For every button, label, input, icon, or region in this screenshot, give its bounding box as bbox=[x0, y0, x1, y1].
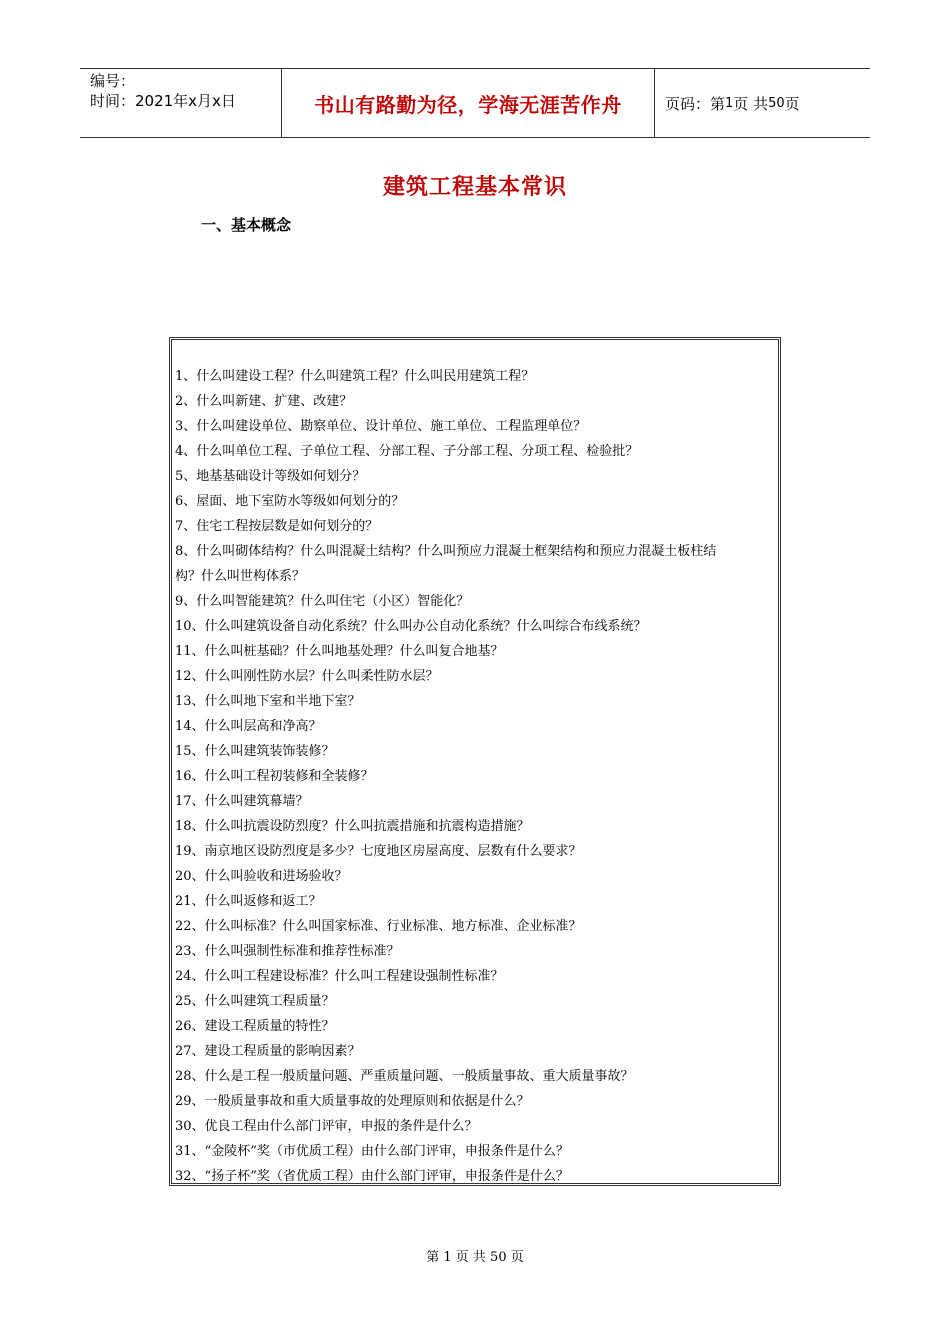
question-item: 28、什么是工程一般质量问题、严重质量问题、一般质量事故、重大质量事故？ bbox=[175, 1069, 634, 1084]
page-end: 页 bbox=[784, 94, 800, 113]
page-indicator bbox=[655, 69, 870, 137]
question-box bbox=[169, 337, 781, 1186]
question-item: 30、优良工程由什么部门评审，申报的条件是什么？ bbox=[175, 1119, 478, 1134]
question-item: 10、什么叫建筑设备自动化系统？什么叫办公自动化系统？什么叫综合布线系统？ bbox=[175, 619, 647, 634]
question-item: 15、什么叫建筑装饰装修？ bbox=[175, 744, 335, 759]
question-item: 32、“扬子杯”奖（省优质工程）由什么部门评审，申报条件是什么？ bbox=[175, 1169, 569, 1184]
page-number: 1 bbox=[725, 95, 734, 111]
page-footer: 第 1 页 共 50 页 bbox=[426, 1250, 524, 1265]
question-item: 23、什么叫强制性标准和推荐性标准？ bbox=[175, 944, 400, 959]
question-item: 20、什么叫验收和进场验收？ bbox=[175, 869, 348, 884]
question-item: 6、屋面、地下室防水等级如何划分的？ bbox=[175, 494, 405, 509]
question-item: 构？什么叫世构体系？ bbox=[175, 569, 306, 584]
question-item: 25、什么叫建筑工程质量？ bbox=[175, 994, 335, 1009]
page-mid: 页 共 bbox=[733, 94, 769, 113]
header-info-cell bbox=[80, 69, 282, 137]
question-item: 8、什么叫砌体结构？什么叫混凝土结构？什么叫预应力混凝土框架结构和预应力混凝土板柱结 bbox=[175, 544, 717, 559]
question-item: 13、什么叫地下室和半地下室？ bbox=[175, 694, 361, 709]
question-item: 7、住宅工程按层数是如何划分的？ bbox=[175, 519, 379, 534]
question-item: 31、“金陵杯”奖（市优质工程）由什么部门评审，申报条件是什么？ bbox=[175, 1144, 569, 1159]
question-list bbox=[175, 364, 775, 1189]
motto: 书山有路勤为径，学海无涯苦作舟 bbox=[282, 69, 655, 137]
question-item: 27、建设工程质量的影响因素？ bbox=[175, 1044, 361, 1059]
question-item: 4、什么叫单位工程、子单位工程、分部工程、子分部工程、分项工程、检验批？ bbox=[175, 444, 639, 459]
question-item: 16、什么叫工程初装修和全装修？ bbox=[175, 769, 374, 784]
document-title: 建筑工程基本常识 bbox=[382, 174, 567, 200]
question-item: 19、南京地区设防烈度是多少？七度地区房屋高度、层数有什么要求？ bbox=[175, 844, 582, 859]
question-item: 5、地基基础设计等级如何划分？ bbox=[175, 469, 366, 484]
question-item: 24、什么叫工程建设标准？什么叫工程建设强制性标准？ bbox=[175, 969, 504, 984]
question-item: 2、什么叫新建、扩建、改建？ bbox=[175, 394, 353, 409]
section-heading: 一、基本概念 bbox=[201, 216, 292, 234]
question-item: 18、什么叫抗震设防烈度？什么叫抗震措施和抗震构造措施？ bbox=[175, 819, 530, 834]
question-item: 9、什么叫智能建筑？什么叫住宅（小区）智能化？ bbox=[175, 594, 470, 609]
question-item: 1、什么叫建设工程？什么叫建筑工程？什么叫民用建筑工程？ bbox=[175, 369, 535, 384]
question-item: 14、什么叫层高和净高？ bbox=[175, 719, 322, 734]
question-item: 11、什么叫桩基础？什么叫地基处理？什么叫复合地基？ bbox=[175, 644, 504, 659]
question-item: 26、建设工程质量的特性？ bbox=[175, 1019, 335, 1034]
question-item: 12、什么叫刚性防水层？什么叫柔性防水层？ bbox=[175, 669, 439, 684]
page-total: 50 bbox=[768, 95, 785, 111]
question-item: 21、什么叫返修和返工？ bbox=[175, 894, 322, 909]
number-label: 编号： bbox=[90, 72, 136, 90]
question-item: 3、什么叫建设单位、勘察单位、设计单位、施工单位、工程监理单位？ bbox=[175, 419, 587, 434]
page-label: 页码：第 bbox=[665, 94, 726, 113]
time-label: 时间：2021年x月x日 bbox=[90, 92, 236, 110]
question-item: 22、什么叫标准？什么叫国家标准、行业标准、地方标准、企业标准？ bbox=[175, 919, 582, 934]
header-table bbox=[80, 68, 870, 138]
question-item: 29、一般质量事故和重大质量事故的处理原则和依据是什么？ bbox=[175, 1094, 530, 1109]
question-item: 17、什么叫建筑幕墙？ bbox=[175, 794, 309, 809]
